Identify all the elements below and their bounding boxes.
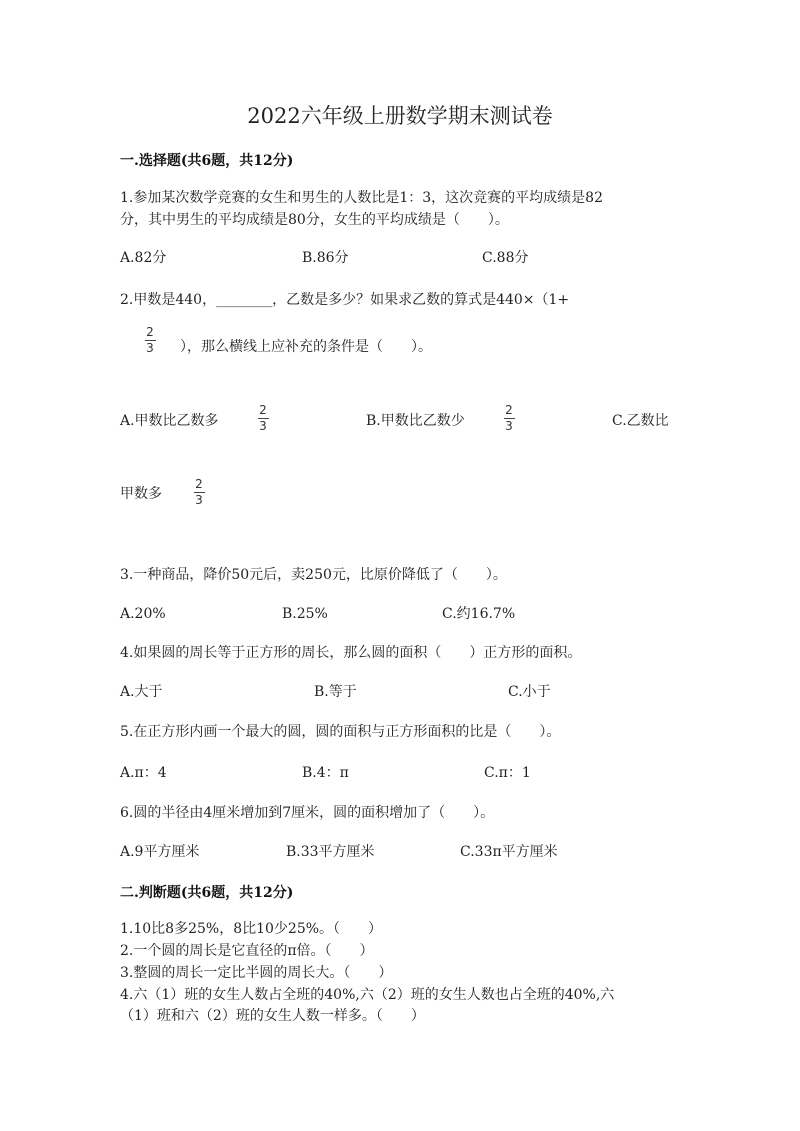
question-6-option-a: A.9平方厘米	[120, 844, 200, 860]
fraction-denominator: 3	[195, 493, 203, 507]
page-title: 2022六年级上册数学期末测试卷	[247, 104, 553, 128]
question-4-option-c: C.小于	[508, 684, 551, 700]
question-3-text: 3.一种商品，降价50元后，卖250元，比原价降低了（ ）。	[120, 567, 507, 583]
fraction-denominator: 3	[505, 419, 513, 433]
question-4-option-a: A.大于	[120, 684, 163, 700]
fraction-two-thirds	[503, 404, 515, 433]
question-6-option-c: C.33π平方厘米	[460, 844, 558, 860]
question-5-option-a: A.π：4	[120, 765, 167, 781]
question-1-line-1: 1.参加某次数学竞赛的女生和男生的人数比是1：3，这次竞赛的平均成绩是82	[120, 190, 603, 206]
question-3-option-c: C.约16.7%	[442, 606, 516, 622]
fraction-denominator: 3	[146, 341, 154, 355]
fraction-numerator: 2	[195, 477, 203, 491]
fraction-two-thirds	[257, 404, 269, 433]
question-1-option-b: B.86分	[302, 250, 349, 266]
question-6-option-b: B.33平方厘米	[286, 844, 375, 860]
question-2-option-c-continued: 甲数多	[120, 486, 162, 502]
fraction-denominator: 3	[259, 419, 267, 433]
question-3-option-b: B.25%	[282, 606, 328, 622]
judgement-item-2: 2.一个圆的周长是它直径的π倍。（ ）	[120, 943, 374, 959]
question-4-text: 4.如果圆的周长等于正方形的周长，那么圆的面积（ ）正方形的面积。	[120, 645, 582, 661]
judgement-item-1: 1.10比8多25%，8比10少25%。（ ）	[120, 921, 383, 937]
question-4-option-b: B.等于	[314, 684, 357, 700]
question-2-line-1: 2.甲数是440，________，乙数是多少？如果求乙数的算式是440×（1+	[120, 292, 570, 308]
question-5-option-b: B.4：π	[302, 765, 349, 781]
question-6-text: 6.圆的半径由4厘米增加到7厘米，圆的面积增加了（ ）。	[120, 805, 495, 821]
question-1-option-c: C.88分	[482, 250, 529, 266]
question-2-option-c: C.乙数比	[612, 413, 669, 429]
judgement-item-4-line-2: （1）班和六（2）班的女生人数一样多。（ ）	[120, 1008, 425, 1024]
question-2-line-2: ），那么横线上应补充的条件是（ ）。	[180, 339, 432, 355]
question-5-text: 5.在正方形内画一个最大的圆，圆的面积与正方形面积的比是（ ）。	[120, 724, 561, 740]
fraction-numerator: 2	[146, 325, 154, 339]
question-2-option-b: B.甲数比乙数少	[366, 413, 465, 429]
question-3-option-a: A.20%	[120, 606, 166, 622]
fraction-numerator: 2	[505, 403, 513, 417]
section-heading-true-false: 二.判断题(共6题，共12分)	[120, 885, 294, 901]
question-5-option-c: C.π：1	[484, 765, 531, 781]
fraction-numerator: 2	[259, 403, 267, 417]
fraction-two-thirds	[193, 478, 205, 507]
judgement-item-4-line-1: 4.六（1）班的女生人数占全班的40%,六（2）班的女生人数也占全班的40%,六	[120, 987, 615, 1003]
fraction-two-thirds	[144, 326, 156, 355]
judgement-item-3: 3.整圆的周长一定比半圆的周长大。（ ）	[120, 965, 393, 981]
question-1-line-2: 分，其中男生的平均成绩是80分，女生的平均成绩是（ ）。	[120, 212, 509, 228]
question-2-option-a: A.甲数比乙数多	[120, 413, 219, 429]
section-heading-choice: 一.选择题(共6题，共12分)	[120, 153, 294, 169]
question-1-option-a: A.82分	[120, 250, 167, 266]
